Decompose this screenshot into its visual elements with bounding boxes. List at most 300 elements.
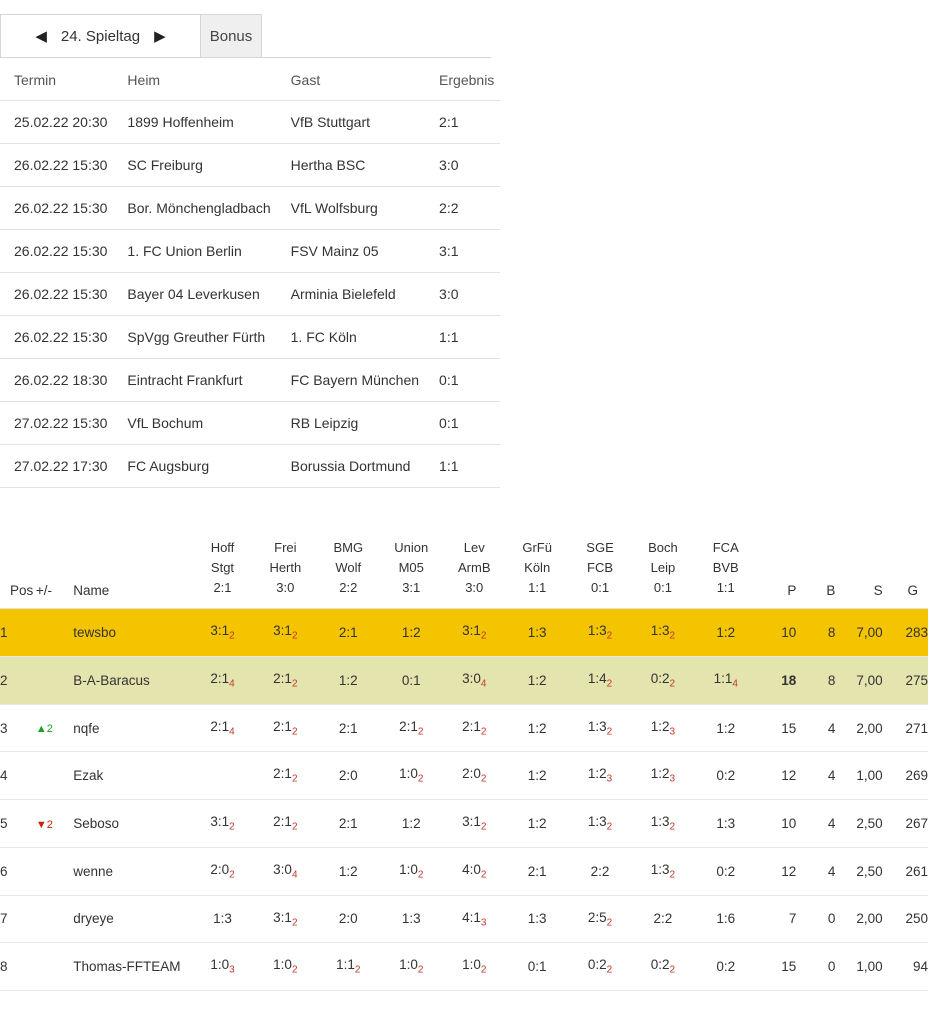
match-result: 2:1 [213,580,232,596]
tip-points: 3 [606,774,613,786]
match-away-abbr: M05 [398,560,424,576]
ranking-tip [191,609,254,657]
ranking-player-name[interactable]: B-A-Baracus [73,657,191,705]
ranking-header-row [0,538,928,609]
tip-points: 2 [291,821,298,833]
ranking-tip [694,657,757,705]
arrow-down-icon: ▼ [35,818,47,831]
ranking-row [0,704,928,752]
ranking-points: 10 [757,800,796,848]
ranking-tip [631,847,694,895]
fixture-heim: Bayer 04 Leverkusen [113,273,276,316]
tip-score: 1:0 [399,861,418,877]
ranking-header-match [506,538,569,609]
ranking-tip [569,800,632,848]
ranking-header-g[interactable]: G [883,538,928,609]
tip-score: 2:2 [590,863,610,879]
ranking-tip [254,609,317,657]
tip-score: 2:1 [210,718,230,734]
tip-points: 2 [606,964,613,976]
tip-score: 2:1 [399,718,418,734]
match-away-abbr: FCB [587,560,614,576]
ranking-tip [631,657,694,705]
tip-points: 2 [669,964,676,976]
ranking-change-value: 2 [46,723,53,736]
tip-points: 2 [229,869,235,881]
tip-points: 3 [480,917,487,929]
tip-score: 1:2 [587,766,607,782]
tip-score: 1:3 [213,911,232,927]
match-home-abbr: SGE [586,540,614,555]
ranking-tip [254,847,317,895]
match-home-abbr: Boch [648,540,678,555]
fixture-termin: 27.02.22 15:30 [0,402,113,445]
match-away-abbr: ArmB [457,560,491,576]
tip-score: 2:1 [273,814,292,830]
tip-score: 1:6 [716,911,736,927]
ranking-points: 12 [757,752,796,800]
fixture-termin: 26.02.22 15:30 [0,144,113,187]
tip-points: 2 [480,869,487,881]
tip-points: 2 [229,821,235,833]
tip-score: 1:0 [462,957,481,973]
ranking-points: 12 [757,847,796,895]
ranking-header-pos[interactable]: Pos [0,538,36,609]
ranking-tip [506,704,569,752]
ranking-position: 2 [0,657,36,705]
tip-points: 2 [480,774,487,786]
tip-score: 3:0 [273,861,292,877]
ranking-tip [506,752,569,800]
ranking-bonus: 0 [796,943,835,991]
tip-points: 4 [732,678,738,690]
match-away-abbr: Wolf [335,560,362,576]
ranking-player-name[interactable]: nqfe [73,704,191,752]
ranking-player-name[interactable]: wenne [73,847,191,895]
tip-score: 1:0 [399,957,418,973]
tab-matchday[interactable] [0,14,200,58]
ranking-score: 7,00 [835,609,882,657]
tip-score: 0:2 [716,863,736,879]
ranking-score: 2,00 [835,895,882,943]
ranking-position: 4 [0,752,36,800]
ranking-tip [569,657,632,705]
fixture-row [0,144,500,187]
ranking-table [0,538,928,991]
fixtures-header-termin: Termin [0,64,113,101]
ranking-position: 7 [0,895,36,943]
ranking-tip [380,704,443,752]
ranking-tip [317,752,380,800]
tip-score: 1:2 [338,863,358,879]
ranking-total: 94 [883,943,928,991]
tip-score: 3:0 [462,671,481,687]
ranking-tip [631,609,694,657]
ranking-bonus: 0 [796,895,835,943]
ranking-position: 1 [0,609,36,657]
tip-points: 2 [669,821,676,833]
match-home-abbr: Frei [274,540,297,555]
matchday-label: 24. Spieltag [60,27,141,45]
tip-score: 1:3 [587,623,607,639]
ranking-tip [254,752,317,800]
ranking-section [0,538,948,991]
ranking-header-s[interactable]: S [835,538,882,609]
ranking-points: 7 [757,895,796,943]
ranking-position: 8 [0,943,36,991]
fixture-row [0,187,500,230]
tip-score: 1:0 [399,766,418,782]
tab-bonus[interactable]: Bonus [200,14,262,58]
ranking-tip [506,609,569,657]
ranking-tip [443,800,506,848]
ranking-points: 15 [757,943,796,991]
tip-score: 1:2 [527,816,547,832]
ranking-row [0,800,928,848]
ranking-total: 271 [883,704,928,752]
tip-score: 1:2 [716,625,736,641]
ranking-tip [443,657,506,705]
ranking-total: 267 [883,800,928,848]
tip-points: 2 [291,678,298,690]
ranking-tip [569,895,632,943]
ranking-total: 275 [883,657,928,705]
tip-points: 2 [480,964,487,976]
ranking-header-p[interactable]: P [757,538,796,609]
match-home-abbr: FCA [712,540,739,555]
ranking-score: 7,00 [835,657,882,705]
fixture-ergebnis: 3:0 [425,273,500,316]
fixture-heim: 1899 Hoffenheim [113,101,276,144]
fixture-row [0,359,500,402]
ranking-tip [694,943,757,991]
tip-score: 2:1 [210,671,230,687]
tip-score: 1:3 [587,718,607,734]
match-result: 3:0 [465,580,484,596]
fixture-termin: 26.02.22 15:30 [0,230,113,273]
tip-score: 2:1 [527,863,547,879]
ranking-tip [694,895,757,943]
tip-points: 2 [417,869,424,881]
ranking-tip [569,847,632,895]
tip-points: 3 [229,964,235,976]
fixture-gast: VfL Wolfsburg [277,187,425,230]
tip-score: 2:0 [210,861,230,877]
ranking-row [0,895,928,943]
ranking-player-name[interactable]: Ezak [73,752,191,800]
previous-matchday-icon[interactable]: ◀ [35,27,47,45]
tip-score: 1:3 [401,911,421,927]
fixture-termin: 26.02.22 15:30 [0,316,113,359]
match-home-abbr: Hoff [210,540,235,555]
ranking-header-match [380,538,443,609]
fixture-heim: Eintracht Frankfurt [113,359,276,402]
ranking-tip [380,943,443,991]
tip-points: 2 [291,917,298,929]
match-result: 1:1 [716,580,735,596]
match-result: 3:0 [276,580,295,596]
ranking-tip [694,752,757,800]
tip-score: 0:2 [650,671,670,687]
tip-score: 1:3 [650,814,670,830]
tab-bar [0,0,491,58]
tip-score: 2:1 [273,718,292,734]
ranking-tip [569,704,632,752]
ranking-tip [191,752,254,800]
ranking-total: 283 [883,609,928,657]
tip-score: 1:4 [587,671,607,687]
ranking-tip [254,895,317,943]
tip-points: 2 [291,964,298,976]
ranking-points: 15 [757,704,796,752]
fixture-row [0,402,500,445]
fixture-heim: 1. FC Union Berlin [113,230,276,273]
tip-score: 1:1 [713,671,733,687]
tip-score: 0:2 [587,957,607,973]
ranking-tip [254,943,317,991]
fixture-termin: 25.02.22 20:30 [0,101,113,144]
ranking-tip [569,752,632,800]
fixture-row [0,316,500,359]
ranking-tip [191,800,254,848]
ranking-player-name[interactable]: Thomas-FFTEAM [73,943,191,991]
ranking-tip [317,609,380,657]
tip-score: 2:1 [338,625,358,641]
ranking-change-value: 2 [46,818,53,831]
tip-score: 2:0 [338,768,358,784]
ranking-score: 1,00 [835,943,882,991]
tip-score: 0:2 [716,768,736,784]
ranking-header-match [569,538,632,609]
fixtures-table [0,64,500,488]
ranking-header-b[interactable]: B [796,538,835,609]
fixture-ergebnis: 3:1 [425,230,500,273]
ranking-tip [191,895,254,943]
tip-score: 2:1 [338,816,358,832]
fixture-gast: Borussia Dortmund [277,445,425,488]
fixture-heim: VfL Bochum [113,402,276,445]
ranking-tip [694,847,757,895]
tip-score: 3:1 [210,814,230,830]
match-result: 3:1 [402,580,421,596]
match-away-abbr: Leip [650,560,676,576]
ranking-row [0,609,928,657]
match-away-abbr: BVB [712,560,739,576]
tip-score: 1:2 [650,718,670,734]
tip-score: 4:1 [462,909,481,925]
ranking-tip [317,895,380,943]
fixture-ergebnis: 2:1 [425,101,500,144]
ranking-tip [443,609,506,657]
ranking-total: 261 [883,847,928,895]
fixture-gast: FSV Mainz 05 [277,230,425,273]
arrow-up-icon: ▲ [35,723,47,736]
tip-score: 0:1 [401,672,421,688]
ranking-tip [506,657,569,705]
ranking-change [36,800,73,848]
ranking-tip [631,752,694,800]
tip-points: 2 [291,726,298,738]
tip-points: 4 [291,869,298,881]
ranking-header-match [317,538,380,609]
ranking-row [0,752,928,800]
tip-score: 1:0 [210,957,230,973]
ranking-tip [694,800,757,848]
ranking-tip [191,847,254,895]
ranking-change [36,704,73,752]
ranking-tip [631,943,694,991]
tip-points: 2 [669,631,676,643]
tip-points: 3 [669,774,676,786]
tip-points: 2 [669,869,676,881]
ranking-tip [380,752,443,800]
ranking-tip [254,800,317,848]
ranking-tip [380,847,443,895]
tip-score: 2:5 [587,909,607,925]
fixture-ergebnis: 1:1 [425,316,500,359]
ranking-tip [506,895,569,943]
tip-score: 1:3 [716,816,736,832]
tip-score: 3:1 [462,623,481,639]
tip-points: 2 [480,821,487,833]
ranking-tip [506,800,569,848]
ranking-score: 2,50 [835,847,882,895]
fixtures-header-ergebnis: Ergebnis [425,64,500,101]
ranking-header-match [631,538,694,609]
tip-score: 1:2 [527,720,547,736]
tip-score: 0:1 [527,959,547,975]
ranking-bonus: 4 [796,800,835,848]
ranking-header-match [443,538,506,609]
tip-score: 1:3 [527,625,547,641]
tip-score: 3:1 [273,909,292,925]
fixtures-header-heim: Heim [113,64,276,101]
tip-points: 3 [669,726,676,738]
tip-score: 3:1 [210,623,230,639]
ranking-tip [254,704,317,752]
match-away-abbr: Herth [269,560,302,576]
ranking-tip [317,847,380,895]
ranking-tip [191,704,254,752]
tip-score: 2:1 [273,671,292,687]
ranking-bonus: 8 [796,609,835,657]
ranking-tip [506,943,569,991]
fixture-gast: Arminia Bielefeld [277,273,425,316]
ranking-tip [694,704,757,752]
tip-points: 2 [480,631,487,643]
ranking-tip [380,657,443,705]
fixture-ergebnis: 0:1 [425,402,500,445]
ranking-tip [380,800,443,848]
match-home-abbr: GrFü [522,540,552,555]
ranking-change [36,943,73,991]
ranking-tip [191,943,254,991]
tip-score: 1:2 [338,672,358,688]
fixture-gast: FC Bayern München [277,359,425,402]
fixture-row [0,273,500,316]
tip-score: 1:2 [716,720,736,736]
ranking-tip [317,943,380,991]
ranking-player-name[interactable]: dryeye [73,895,191,943]
fixture-gast: RB Leipzig [277,402,425,445]
ranking-tip [631,704,694,752]
ranking-change [36,895,73,943]
ranking-score: 1,00 [835,752,882,800]
ranking-bonus: 8 [796,657,835,705]
fixture-heim: Bor. Mönchengladbach [113,187,276,230]
tip-points: 2 [606,726,613,738]
tip-score: 0:2 [650,957,670,973]
tip-points: 2 [417,774,424,786]
ranking-header-match [694,538,757,609]
match-away-abbr: Stgt [210,560,235,576]
tip-score: 2:2 [653,911,673,927]
ranking-row [0,943,928,991]
next-matchday-icon[interactable]: ▶ [154,27,166,45]
tip-score: 1:2 [527,768,547,784]
ranking-tip [317,657,380,705]
tip-points: 4 [229,726,235,738]
tip-points: 2 [669,678,676,690]
ranking-header-name[interactable]: Name [73,538,191,609]
ranking-tip [631,895,694,943]
ranking-player-name[interactable]: Seboso [73,800,191,848]
tip-score: 2:1 [273,766,292,782]
fixture-heim: SC Freiburg [113,144,276,187]
tip-points: 2 [417,726,424,738]
tip-points: 2 [354,964,361,976]
fixture-termin: 26.02.22 15:30 [0,273,113,316]
ranking-change [36,609,73,657]
ranking-tip [443,704,506,752]
ranking-tip [443,943,506,991]
ranking-tip [380,609,443,657]
ranking-change [36,752,73,800]
tip-points: 2 [229,631,235,643]
fixture-gast: Hertha BSC [277,144,425,187]
ranking-header-match [254,538,317,609]
tip-points: 2 [480,726,487,738]
ranking-tip [191,657,254,705]
tip-score: 3:1 [273,623,292,639]
ranking-change [36,657,73,705]
tip-score: 1:0 [273,957,292,973]
ranking-position: 6 [0,847,36,895]
tip-points: 2 [606,631,613,643]
ranking-change [36,847,73,895]
ranking-tip [443,752,506,800]
tip-score: 4:0 [462,861,481,877]
ranking-points: 10 [757,609,796,657]
tip-score: 1:3 [650,623,670,639]
match-result: 0:1 [591,580,610,596]
fixture-ergebnis: 0:1 [425,359,500,402]
fixtures-header-gast: Gast [277,64,425,101]
ranking-player-name[interactable]: tewsbo [73,609,191,657]
ranking-header-match [191,538,254,609]
tip-score: 1:1 [336,957,355,973]
match-result: 2:2 [339,580,358,596]
tip-score: 0:2 [716,959,736,975]
fixture-termin: 27.02.22 17:30 [0,445,113,488]
tip-score: 1:2 [401,625,421,641]
ranking-score: 2,00 [835,704,882,752]
ranking-tip [631,800,694,848]
tip-points: 4 [480,678,487,690]
fixture-heim: FC Augsburg [113,445,276,488]
tip-points: 4 [229,678,235,690]
fixture-ergebnis: 3:0 [425,144,500,187]
